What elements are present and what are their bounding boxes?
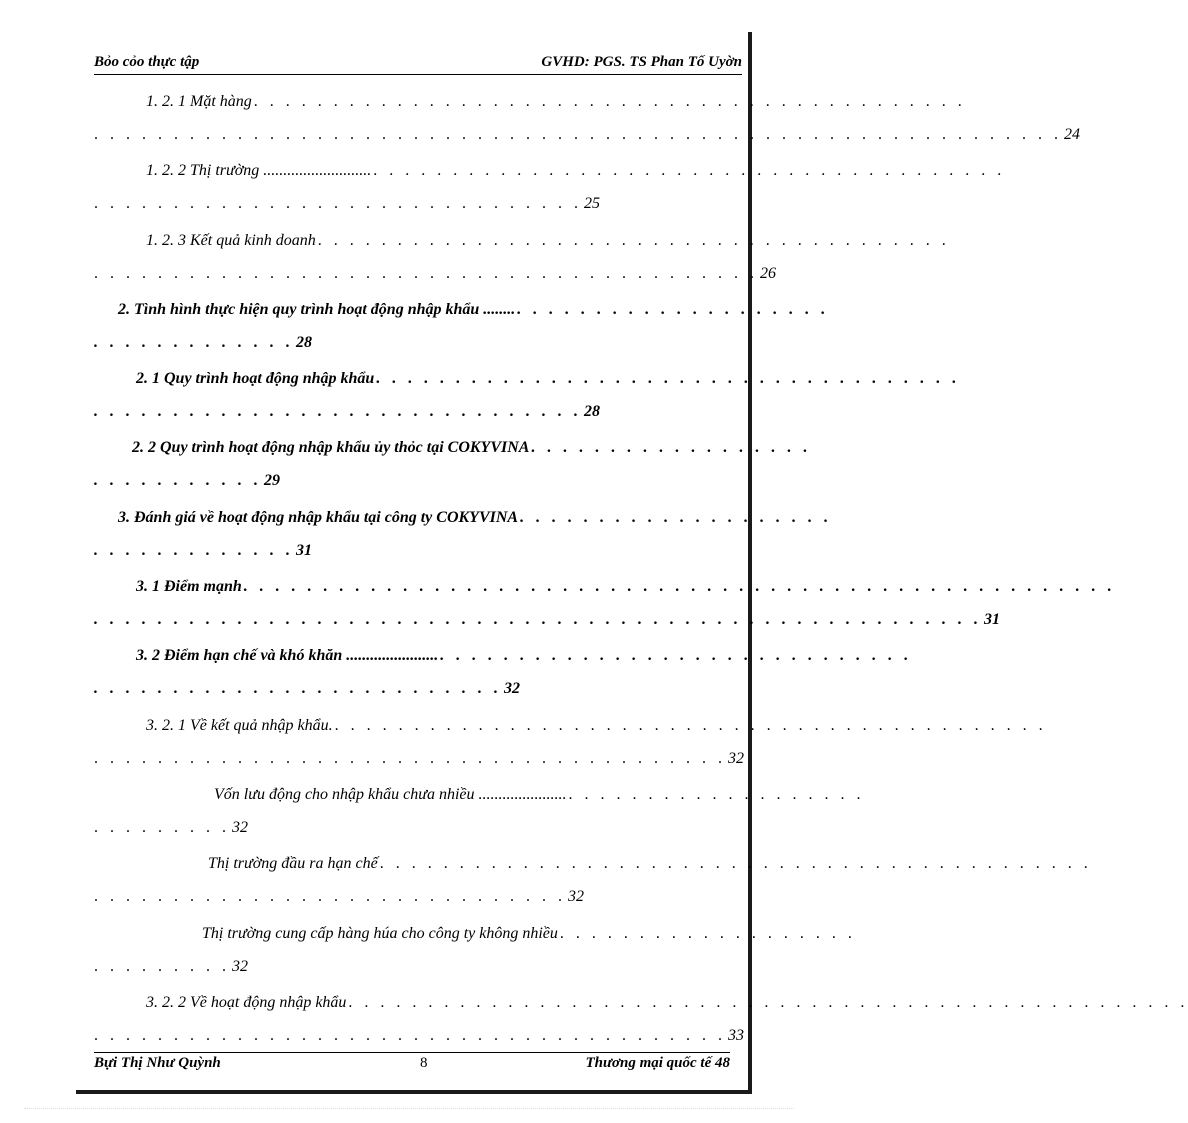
- toc-entry[interactable]: [94, 713, 1047, 782]
- toc-entry-label: 3. 2. 2 Về hoạt động nhập khẩu: [146, 993, 347, 1011]
- toc-page-number: 32: [728, 749, 744, 767]
- toc-entry[interactable]: [94, 435, 812, 504]
- toc-leader-dots: . . . . . . . . . . . . . . . . . . . . . . . . . .: [94, 680, 502, 698]
- header-supervisor: GVHD: PGS. TS Phan Tố Uyờn: [541, 54, 742, 70]
- toc-page-number: 31: [296, 541, 312, 559]
- toc-leader-dots: . . . . . . . . . . . . . . . . . . . . . . . . . . . . . . . . . . . . . . . .: [373, 162, 1006, 180]
- toc-entry-label: Thị trường cung cấp hàng húa cho công ty không nhiều: [202, 924, 558, 942]
- toc-leader-dots: . . . . . . . . . . . . . . . . . . . . . . . . . . . . . . . . . . . . . . . . . . . . . . . . . . . . . . .: [243, 578, 1116, 596]
- toc-leader-dots: . . . . . . . . . . . . . . . . . . . . . . . . . . . . . . . . . . . . .: [376, 370, 961, 388]
- toc-entry-label: 1. 2. 3 Kết quả kinh doanh: [146, 231, 316, 249]
- toc-entry-label: 2. 1 Quy trình hoạt động nhập khẩu: [136, 370, 375, 388]
- toc-page-number: 25: [584, 195, 600, 213]
- toc-page-number: 24: [1064, 126, 1080, 143]
- toc-leader-dots: . . . . . . . . . . . . . . . . . . . . . . . . . . . . . . . . . . . . . . . . . . . . . . . . . . . . . . . .: [94, 611, 982, 629]
- toc-leader-dots: . . . . . . . . . . . . . . . . . . .: [568, 785, 865, 803]
- toc-entry-label: 1. 2. 1 Mặt hàng: [146, 93, 252, 110]
- toc-entry[interactable]: [94, 921, 856, 990]
- toc-leader-dots: . . . . . . . . . . . . . . . . . . . . . . . . . . . . . . . . . . . . . . . . . . . . . . . . . . . . .: [348, 993, 1188, 1011]
- toc-entry-label: 2. Tình hình thực hiện quy trình hoạt động nhập khẩu ........: [118, 300, 516, 318]
- toc-entry-label: 3. 2. 1 Về kết quả nhập khẩu.: [146, 716, 333, 734]
- toc-leader-dots: . . . . . . . . . . . . . . . . . . . . . . . . . . . . . . . . . . . . . . . . . .: [94, 264, 758, 282]
- toc-leader-dots: . . . . . . . . . . .: [94, 472, 262, 490]
- toc-leader-dots: . . . . . . . . .: [94, 957, 230, 975]
- toc-entry[interactable]: [94, 366, 961, 435]
- toc-entry-label: 1. 2. 2 Thị trường ...........................: [146, 162, 372, 180]
- toc-leader-dots: . . . . . . . . . . . . . . . . . . .: [559, 924, 856, 942]
- toc-entry-label: 3. 2 Điểm hạn chế và khó khăn .......................: [136, 647, 439, 665]
- toc-entry-label: 3. Đánh giá về hoạt động nhập khẩu tại công ty COKYVINA: [118, 508, 519, 526]
- toc-leader-dots: . . . . . . . . . . . . . . . . . . . . . . . . . . . . . . .: [94, 195, 582, 213]
- toc-leader-dots: . . . . . . . . . . . . . . . . . . . . . . . . . . . . . . . . . . . . . . . . . . . . . . . . . . . . . . . . . . . . .: [94, 126, 1062, 143]
- toc-page-number: 32: [568, 888, 584, 906]
- toc-page-number: 31: [984, 611, 1000, 629]
- toc-entry[interactable]: [94, 158, 1006, 227]
- toc-leader-dots: . . . . . . . . . . . . . . . . . . . . . . . . . . . . . .: [440, 647, 913, 665]
- footer-page-number: 8: [420, 1055, 428, 1071]
- toc-page-number: 32: [504, 680, 520, 698]
- toc-entry[interactable]: [94, 851, 1092, 920]
- toc-entry-label: 3. 1 Điểm mạnh: [136, 578, 242, 596]
- toc-leader-dots: . . . . . . . . . . . . . . . . . . . . . . . . . . . . . . . . . . . . . . . . . . . . .: [379, 855, 1092, 873]
- toc-entry[interactable]: [94, 228, 950, 297]
- toc-entry-label: Vốn lưu động cho nhập khẩu chưa nhiều ......................: [214, 785, 567, 803]
- toc-page-number: 32: [232, 818, 248, 836]
- toc-entry-label: 2. 2 Quy trình hoạt động nhập khẩu ủy thỏc tại COKYVINA: [132, 439, 530, 457]
- toc-entry[interactable]: [94, 89, 1080, 158]
- footer-author: Bựi Thị Như Quỳnh: [94, 1055, 221, 1071]
- toc-leader-dots: . . . . . . . . . . . . . . . . . . . .: [520, 508, 833, 526]
- toc-entry[interactable]: [94, 782, 865, 851]
- toc-leader-dots: . . . . . . . . . . . . . . . . . . . . . . . . . . . . . . . . . . . . . . . .: [317, 231, 950, 249]
- toc-leader-dots: . . . . . . . . . . . . . . . . . . . . . . . . . . . . . .: [94, 888, 566, 906]
- toc-entry[interactable]: [94, 297, 830, 366]
- bottom-divider: [24, 1108, 794, 1109]
- toc-entry[interactable]: [94, 643, 913, 712]
- toc-page-number: 28: [584, 403, 600, 421]
- toc-entry[interactable]: [94, 990, 1188, 1059]
- toc-leader-dots: . . . . . . . . . . . . . . . . . . . . . . . . . . . . . . . . . . . . . . . .: [94, 1026, 726, 1044]
- toc-leader-dots: . . . . . . . . . . . . . . . . . .: [531, 439, 812, 457]
- page-header: [94, 52, 742, 75]
- toc-page-number: 33: [728, 1026, 744, 1044]
- header-report-title: Bỏo cỏo thực tập: [94, 54, 200, 70]
- toc-page-number: 28: [296, 333, 312, 351]
- toc-leader-dots: . . . . . . . . . . . . . . . . . . . . . . . . . . . . . . . . . . . . . . . . . . . . .: [253, 93, 966, 110]
- toc-leader-dots: . . . . . . . . . . . . . . . . . . . . . . . . . . . . . . .: [94, 403, 582, 421]
- toc-entry-label: Thị trường đầu ra hạn chế: [208, 855, 378, 873]
- toc-leader-dots: . . . . . . . . . . . . . . . . . . . .: [517, 300, 830, 318]
- toc-page-number: 32: [232, 957, 248, 975]
- toc-leader-dots: . . . . . . . . . . . . . . . . . . . . . . . . . . . . . . . . . . . . . . . .: [94, 749, 726, 767]
- toc-leader-dots: . . . . . . . . . . . . . . . . . . . . . . . . . . . . . . . . . . . . . . . . . . . . .: [334, 716, 1047, 734]
- table-of-contents: [94, 89, 1188, 1059]
- toc-leader-dots: . . . . . . . . .: [94, 818, 230, 836]
- toc-entry[interactable]: [94, 505, 833, 574]
- toc-page-number: 26: [760, 264, 776, 282]
- page-footer: [94, 1052, 730, 1075]
- toc-leader-dots: . . . . . . . . . . . . .: [94, 541, 294, 559]
- footer-class-name: Thương mại quốc tế 48: [585, 1055, 730, 1071]
- toc-leader-dots: . . . . . . . . . . . . .: [94, 333, 294, 351]
- toc-entry[interactable]: [94, 574, 1116, 643]
- toc-page-number: 29: [264, 472, 280, 490]
